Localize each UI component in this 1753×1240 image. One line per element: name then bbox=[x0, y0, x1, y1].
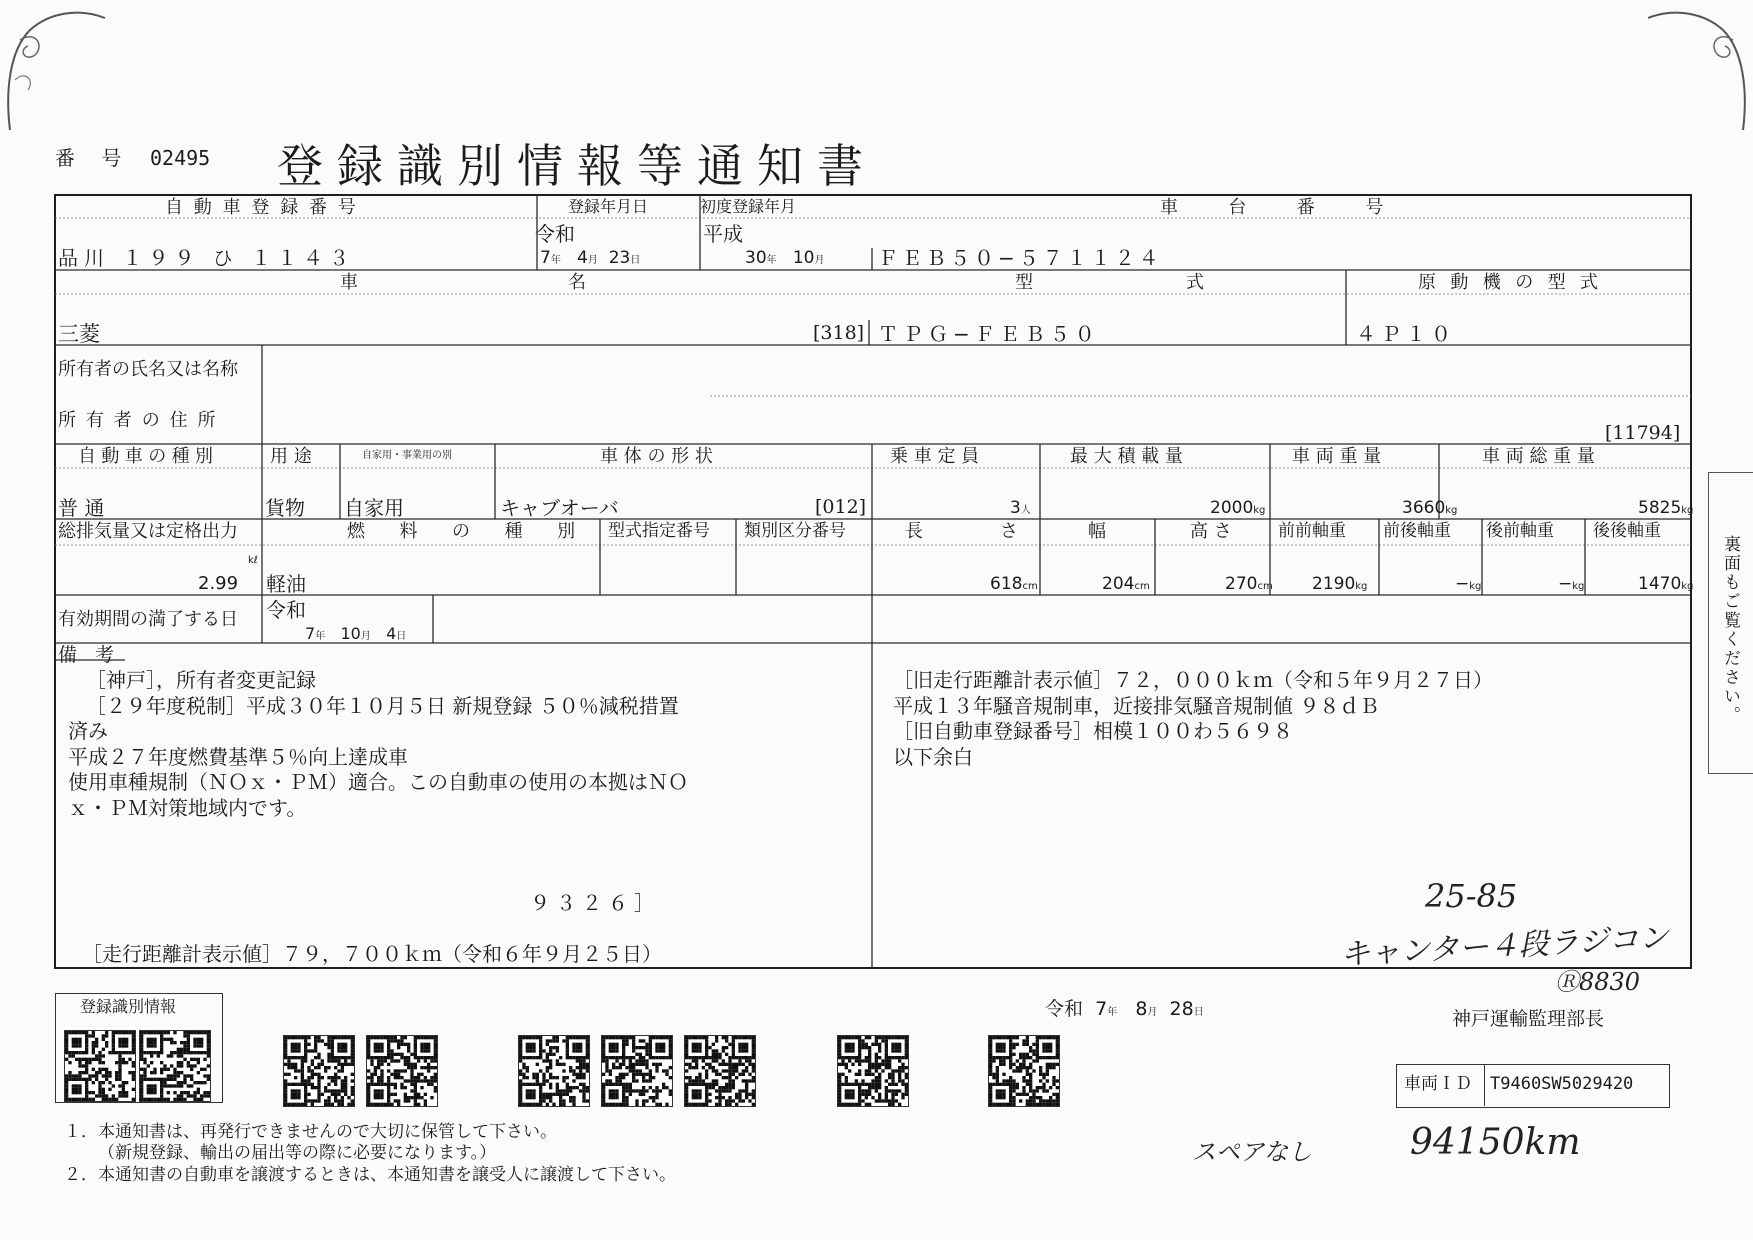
handwritten-code: 25-85 bbox=[1425, 877, 1518, 915]
remarks-left bbox=[68, 668, 688, 821]
header-expiry: 有効期間の満了する日 bbox=[58, 609, 238, 630]
remark-line: 平成２７年度燃費基準５％向上達成車 bbox=[68, 744, 408, 769]
handwritten-note: キャンター４段ラジコン bbox=[1339, 920, 1670, 973]
ff-axle: 2190kg bbox=[1312, 574, 1368, 594]
header-body: 車 体 の 形 状 bbox=[600, 446, 713, 467]
header-rr-axle: 後後軸重 bbox=[1593, 521, 1661, 541]
expiry-date: 7年 10月 4日 bbox=[305, 624, 407, 643]
vehicle-use: 貨物 bbox=[265, 496, 305, 520]
header-remarks: 備 考 bbox=[58, 644, 121, 666]
header-private: 自家用・事業用の別 bbox=[362, 450, 452, 461]
header-displacement: 総排気量又は定格出力 bbox=[58, 521, 238, 542]
capacity: 3人 bbox=[1010, 498, 1031, 518]
displacement: 2.99 bbox=[198, 573, 239, 594]
addr-code: [11794] bbox=[1605, 422, 1681, 444]
header-fuel: 燃 料 の 種 別 bbox=[347, 521, 590, 542]
doc-number-value: 02495 bbox=[150, 146, 211, 170]
remark-line: ［旧自動車登録番号］相模１００わ５６９８ bbox=[893, 719, 1293, 743]
vehicle-id-divider bbox=[1484, 1064, 1485, 1106]
qr-box-label: 登録識別情報 bbox=[80, 997, 177, 1016]
remarks-code: ９３２６］ bbox=[530, 891, 660, 915]
body-shape: キャブオーバ bbox=[500, 496, 619, 520]
model-code: [318] bbox=[813, 322, 865, 344]
header-length: 長 bbox=[905, 521, 923, 542]
handwritten-spare: スペアなし bbox=[1192, 1138, 1312, 1166]
qr-code bbox=[139, 1030, 211, 1102]
header-ff-axle: 前前軸重 bbox=[1278, 521, 1346, 541]
footnote-1: １．本通知書は、再発行できませんので大切に保管して下さい。 bbox=[64, 1122, 557, 1142]
header-length2: さ bbox=[1000, 521, 1018, 542]
body-code: [012] bbox=[815, 496, 867, 518]
header-max-load: 最 大 積 載 量 bbox=[1070, 446, 1183, 467]
remark-line: ［旧走行距離計表示値］７２，０００ｋｍ（令和５年９月２７日） bbox=[893, 668, 1493, 692]
rf-axle: −kg bbox=[1558, 574, 1585, 594]
remarks-right bbox=[893, 668, 1493, 770]
header-capacity: 乗 車 定 員 bbox=[890, 446, 980, 467]
footnote-2: ２．本通知書の自動車を譲渡するときは、本通知書を譲受人に譲渡して下さい。 bbox=[64, 1165, 676, 1185]
issuer: 神戸運輸監理部長 bbox=[1452, 1008, 1605, 1030]
page-title: 登録識別情報等通知書 bbox=[277, 139, 877, 193]
remark-line: 使用車種規制（ＮＯｘ・ＰＭ）適合。この自動車の使用の本拠はＮＯ bbox=[68, 770, 688, 794]
header-fr-axle: 前後軸重 bbox=[1383, 521, 1451, 541]
reg-number: 品川 １９９ ひ １１４３ bbox=[58, 246, 356, 270]
qr-code bbox=[518, 1035, 590, 1107]
model-value: ＴＰＧ−ＦＥＢ５０ bbox=[878, 322, 1100, 346]
width: 204cm bbox=[1102, 574, 1150, 594]
vehicle-kind: 普 通 bbox=[58, 496, 105, 520]
header-owner-addr: 所有者の住所 bbox=[58, 410, 226, 431]
header-owner-name: 所有者の氏名又は名称 bbox=[58, 359, 238, 380]
qr-code bbox=[64, 1030, 136, 1102]
header-class-no: 類別区分番号 bbox=[744, 521, 846, 541]
displacement-unit: kℓ bbox=[248, 555, 258, 566]
qr-code bbox=[837, 1035, 909, 1107]
issue-date: 令和 7年 8月 28日 bbox=[1045, 998, 1204, 1020]
vehicle-id-label: 車両ＩＤ bbox=[1404, 1074, 1472, 1094]
header-chassis: 車台番号 bbox=[1160, 197, 1434, 218]
header-kind: 自動車の種別 bbox=[78, 446, 219, 467]
car-name: 三菱 bbox=[58, 322, 100, 346]
engine-model: ４Ｐ１０ bbox=[1356, 322, 1456, 346]
header-engine: 原動機の型式 bbox=[1418, 272, 1613, 293]
gross-weight: 5825kg bbox=[1638, 498, 1694, 518]
handwritten-km: 94150km bbox=[1410, 1122, 1581, 1163]
max-load: 2000kg bbox=[1210, 498, 1266, 518]
header-gross: 車 両 総 重 量 bbox=[1482, 446, 1595, 467]
header-model: 型 bbox=[1015, 272, 1033, 293]
qr-code bbox=[684, 1035, 756, 1107]
fuel-type: 軽油 bbox=[266, 572, 306, 596]
doc-number-label: 番 号 bbox=[55, 146, 132, 170]
header-height: 高 さ bbox=[1190, 521, 1232, 542]
header-reg-date: 登録年月日 bbox=[568, 197, 649, 216]
header-car: 車 bbox=[340, 272, 358, 293]
header-first-reg: 初度登録年月 bbox=[700, 197, 797, 216]
qr-code bbox=[601, 1035, 673, 1107]
remark-line: ［神戸］，所有者変更記録 bbox=[86, 668, 316, 692]
expiry-era: 令和 bbox=[266, 598, 306, 622]
rr-axle: 1470kg bbox=[1638, 574, 1694, 594]
reg-date: 7年 4月 23日 bbox=[540, 248, 641, 268]
header-type-no: 型式指定番号 bbox=[608, 521, 710, 541]
remark-line: ［２９年度税制］平成３０年１０月５日 新規登録 ５０％減税措置 bbox=[86, 693, 679, 718]
footnote-1b: （新規登録、輸出の届出等の際に必要になります。） bbox=[98, 1143, 497, 1163]
vehicle-weight: 3660kg bbox=[1402, 498, 1458, 518]
header-style: 式 bbox=[1186, 272, 1204, 293]
remark-line: 以下余白 bbox=[893, 744, 973, 769]
qr-code bbox=[283, 1035, 355, 1107]
height: 270cm bbox=[1225, 574, 1273, 594]
header-weight: 車 両 重 量 bbox=[1292, 446, 1382, 467]
qr-code bbox=[366, 1035, 438, 1107]
fr-axle: −kg bbox=[1455, 574, 1482, 594]
first-reg-era: 平成 bbox=[703, 222, 743, 246]
header-reg-no: 自動車登録番号 bbox=[165, 197, 367, 218]
remark-line: 平成１３年騒音規制車，近接排気騒音規制値 ９８ｄＢ bbox=[893, 693, 1380, 718]
header-width: 幅 bbox=[1088, 521, 1106, 542]
header-use: 用 途 bbox=[270, 446, 312, 467]
qr-code bbox=[988, 1035, 1060, 1107]
reg-date-era: 令和 bbox=[535, 222, 575, 246]
header-rf-axle: 後前軸重 bbox=[1486, 521, 1554, 541]
private-use: 自家用 bbox=[344, 496, 404, 520]
remark-line: ｘ・ＰＭ対策地域内です。 bbox=[68, 795, 307, 820]
vehicle-id: T9460SW5029420 bbox=[1490, 1074, 1634, 1094]
side-note: 裏面もご覧ください。 bbox=[1720, 535, 1740, 725]
header-name: 名 bbox=[568, 272, 586, 293]
handwritten-stamp: Ⓡ8830 bbox=[1555, 968, 1641, 996]
first-reg-date: 30年 10月 bbox=[745, 248, 825, 268]
remark-line: 済み bbox=[68, 719, 108, 743]
chassis-number: ＦＥＢ５０−５７１１２４ bbox=[878, 246, 1163, 270]
length: 618cm bbox=[990, 574, 1038, 594]
remarks-odometer: ［走行距離計表示値］７９，７００ｋｍ（令和６年９月２５日） bbox=[82, 942, 662, 966]
